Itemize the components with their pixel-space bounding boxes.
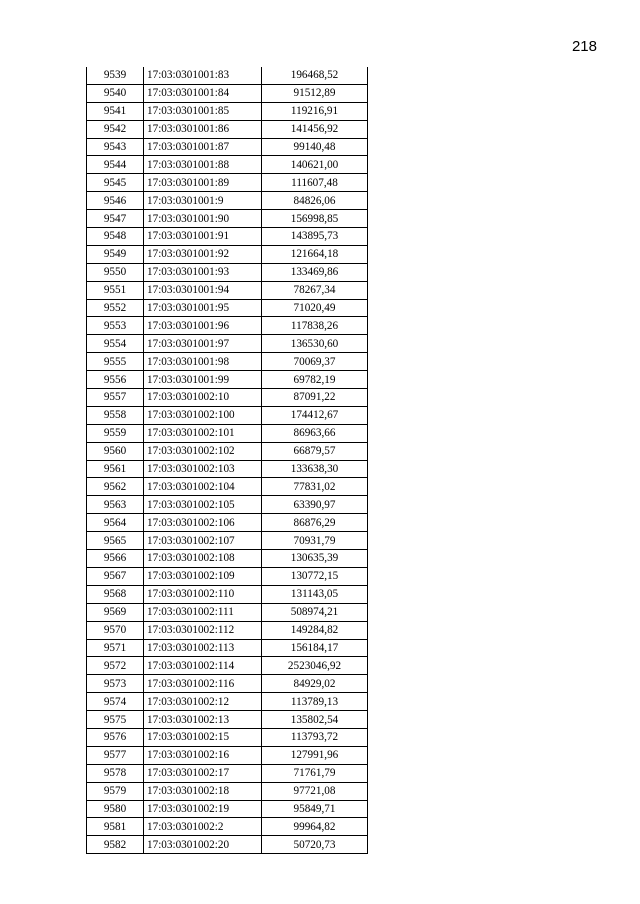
row-number-cell: 9553 [87, 317, 144, 335]
table-row [87, 746, 368, 764]
cadastral-value-cell: 69782,19 [262, 371, 368, 389]
cadastral-value-cell: 141456,92 [262, 120, 368, 138]
row-number-cell: 9546 [87, 192, 144, 210]
cadastral-number-cell: 17:03:0301002:112 [144, 621, 262, 639]
table-row [87, 567, 368, 585]
row-number-cell: 9575 [87, 711, 144, 729]
cadastral-number-cell: 17:03:0301001:89 [144, 174, 262, 192]
cadastral-number-cell: 17:03:0301002:18 [144, 782, 262, 800]
cadastral-number-cell: 17:03:0301001:85 [144, 102, 262, 120]
table-row [87, 782, 368, 800]
table-row [87, 317, 368, 335]
cadastral-value-cell: 121664,18 [262, 245, 368, 263]
cadastral-value-cell: 87091,22 [262, 389, 368, 407]
cadastral-number-cell: 17:03:0301001:90 [144, 210, 262, 228]
table-row [87, 263, 368, 281]
table-row [87, 67, 368, 84]
cadastral-number-cell: 17:03:0301002:107 [144, 532, 262, 550]
cadastral-number-cell: 17:03:0301002:111 [144, 603, 262, 621]
row-number-cell: 9576 [87, 728, 144, 746]
row-number-cell: 9559 [87, 424, 144, 442]
table-row [87, 603, 368, 621]
cadastral-number-cell: 17:03:0301001:88 [144, 156, 262, 174]
table-row [87, 532, 368, 550]
table-row [87, 335, 368, 353]
table-row [87, 818, 368, 836]
table-row [87, 371, 368, 389]
cadastral-number-cell: 17:03:0301002:16 [144, 746, 262, 764]
cadastral-number-cell: 17:03:0301002:2 [144, 818, 262, 836]
cadastral-value-cell: 143895,73 [262, 228, 368, 246]
table-row [87, 657, 368, 675]
cadastral-value-cell: 70069,37 [262, 353, 368, 371]
cadastral-value-cell: 70931,79 [262, 532, 368, 550]
cadastral-value-cell: 66879,57 [262, 442, 368, 460]
table-row [87, 84, 368, 102]
cadastral-value-cell: 127991,96 [262, 746, 368, 764]
cadastral-value-cell: 136530,60 [262, 335, 368, 353]
cadastral-value-cell: 97721,08 [262, 782, 368, 800]
row-number-cell: 9549 [87, 245, 144, 263]
row-number-cell: 9552 [87, 299, 144, 317]
row-number-cell: 9560 [87, 442, 144, 460]
cadastral-number-cell: 17:03:0301002:100 [144, 406, 262, 424]
table-row [87, 514, 368, 532]
row-number-cell: 9571 [87, 639, 144, 657]
table-row [87, 210, 368, 228]
row-number-cell: 9555 [87, 353, 144, 371]
cadastral-number-cell: 17:03:0301001:91 [144, 228, 262, 246]
table-body [87, 67, 368, 854]
row-number-cell: 9566 [87, 550, 144, 568]
row-number-cell: 9579 [87, 782, 144, 800]
cadastral-number-cell: 17:03:0301002:113 [144, 639, 262, 657]
row-number-cell: 9561 [87, 460, 144, 478]
cadastral-number-cell: 17:03:0301001:97 [144, 335, 262, 353]
table-row [87, 639, 368, 657]
row-number-cell: 9577 [87, 746, 144, 764]
row-number-cell: 9568 [87, 585, 144, 603]
row-number-cell: 9540 [87, 84, 144, 102]
cadastral-number-cell: 17:03:0301002:116 [144, 675, 262, 693]
cadastral-value-cell: 99964,82 [262, 818, 368, 836]
cadastral-number-cell: 17:03:0301001:92 [144, 245, 262, 263]
cadastral-value-cell: 78267,34 [262, 281, 368, 299]
cadastral-value-cell: 133469,86 [262, 263, 368, 281]
row-number-cell: 9573 [87, 675, 144, 693]
table-row [87, 675, 368, 693]
row-number-cell: 9564 [87, 514, 144, 532]
cadastral-value-cell: 174412,67 [262, 406, 368, 424]
cadastral-number-cell: 17:03:0301002:17 [144, 764, 262, 782]
cadastral-number-cell: 17:03:0301001:98 [144, 353, 262, 371]
cadastral-value-cell: 117838,26 [262, 317, 368, 335]
cadastral-value-cell: 156998,85 [262, 210, 368, 228]
cadastral-number-cell: 17:03:0301002:106 [144, 514, 262, 532]
table-row [87, 496, 368, 514]
cadastral-value-cell: 130635,39 [262, 550, 368, 568]
cadastral-value-cell: 91512,89 [262, 84, 368, 102]
row-number-cell: 9544 [87, 156, 144, 174]
row-number-cell: 9569 [87, 603, 144, 621]
cadastral-value-cell: 84929,02 [262, 675, 368, 693]
table-row [87, 836, 368, 854]
row-number-cell: 9572 [87, 657, 144, 675]
table-row [87, 711, 368, 729]
table-row [87, 228, 368, 246]
row-number-cell: 9582 [87, 836, 144, 854]
table-row [87, 478, 368, 496]
cadastral-number-cell: 17:03:0301002:102 [144, 442, 262, 460]
cadastral-value-cell: 135802,54 [262, 711, 368, 729]
cadastral-number-cell: 17:03:0301001:86 [144, 120, 262, 138]
table-row [87, 585, 368, 603]
cadastral-number-cell: 17:03:0301002:19 [144, 800, 262, 818]
cadastral-number-cell: 17:03:0301002:110 [144, 585, 262, 603]
cadastral-number-cell: 17:03:0301002:104 [144, 478, 262, 496]
cadastral-number-cell: 17:03:0301001:87 [144, 138, 262, 156]
table-row [87, 389, 368, 407]
row-number-cell: 9557 [87, 389, 144, 407]
cadastral-value-cell: 50720,73 [262, 836, 368, 854]
cadastral-number-cell: 17:03:0301001:94 [144, 281, 262, 299]
cadastral-value-table [86, 67, 368, 854]
row-number-cell: 9554 [87, 335, 144, 353]
cadastral-value-cell: 111607,48 [262, 174, 368, 192]
table-row [87, 800, 368, 818]
cadastral-value-cell: 140621,00 [262, 156, 368, 174]
table-row [87, 192, 368, 210]
cadastral-value-cell: 84826,06 [262, 192, 368, 210]
cadastral-value-cell: 63390,97 [262, 496, 368, 514]
row-number-cell: 9545 [87, 174, 144, 192]
row-number-cell: 9570 [87, 621, 144, 639]
cadastral-number-cell: 17:03:0301002:20 [144, 836, 262, 854]
row-number-cell: 9548 [87, 228, 144, 246]
row-number-cell: 9580 [87, 800, 144, 818]
cadastral-value-cell: 95849,71 [262, 800, 368, 818]
cadastral-number-cell: 17:03:0301001:95 [144, 299, 262, 317]
row-number-cell: 9581 [87, 818, 144, 836]
cadastral-number-cell: 17:03:0301002:13 [144, 711, 262, 729]
table-row [87, 693, 368, 711]
row-number-cell: 9542 [87, 120, 144, 138]
cadastral-value-cell: 86963,66 [262, 424, 368, 442]
page-number: 218 [571, 38, 597, 55]
table-row [87, 728, 368, 746]
table-row [87, 621, 368, 639]
table-row [87, 460, 368, 478]
cadastral-number-cell: 17:03:0301001:93 [144, 263, 262, 281]
cadastral-value-cell: 113789,13 [262, 693, 368, 711]
table-row [87, 120, 368, 138]
table-row [87, 550, 368, 568]
row-number-cell: 9567 [87, 567, 144, 585]
cadastral-number-cell: 17:03:0301001:96 [144, 317, 262, 335]
row-number-cell: 9562 [87, 478, 144, 496]
cadastral-value-cell: 131143,05 [262, 585, 368, 603]
table-row [87, 442, 368, 460]
row-number-cell: 9556 [87, 371, 144, 389]
row-number-cell: 9565 [87, 532, 144, 550]
row-number-cell: 9550 [87, 263, 144, 281]
cadastral-number-cell: 17:03:0301002:105 [144, 496, 262, 514]
cadastral-value-cell: 508974,21 [262, 603, 368, 621]
cadastral-number-cell: 17:03:0301001:9 [144, 192, 262, 210]
cadastral-value-cell: 71761,79 [262, 764, 368, 782]
cadastral-number-cell: 17:03:0301001:99 [144, 371, 262, 389]
row-number-cell: 9541 [87, 102, 144, 120]
cadastral-value-cell: 77831,02 [262, 478, 368, 496]
cadastral-value-cell: 71020,49 [262, 299, 368, 317]
cadastral-value-cell: 2523046,92 [262, 657, 368, 675]
table-row [87, 156, 368, 174]
row-number-cell: 9563 [87, 496, 144, 514]
cadastral-value-cell: 99140,48 [262, 138, 368, 156]
cadastral-number-cell: 17:03:0301002:101 [144, 424, 262, 442]
cadastral-number-cell: 17:03:0301002:114 [144, 657, 262, 675]
row-number-cell: 9551 [87, 281, 144, 299]
table-row [87, 424, 368, 442]
row-number-cell: 9543 [87, 138, 144, 156]
cadastral-value-cell: 149284,82 [262, 621, 368, 639]
cadastral-value-cell: 133638,30 [262, 460, 368, 478]
table-row [87, 102, 368, 120]
cadastral-value-cell: 156184,17 [262, 639, 368, 657]
table-row [87, 245, 368, 263]
cadastral-value-cell: 113793,72 [262, 728, 368, 746]
cadastral-value-cell: 130772,15 [262, 567, 368, 585]
row-number-cell: 9547 [87, 210, 144, 228]
cadastral-number-cell: 17:03:0301002:103 [144, 460, 262, 478]
cadastral-value-cell: 86876,29 [262, 514, 368, 532]
cadastral-number-cell: 17:03:0301002:109 [144, 567, 262, 585]
cadastral-number-cell: 17:03:0301002:12 [144, 693, 262, 711]
row-number-cell: 9539 [87, 67, 144, 84]
cadastral-value-cell: 119216,91 [262, 102, 368, 120]
table-row [87, 406, 368, 424]
table-row [87, 764, 368, 782]
cadastral-number-cell: 17:03:0301002:10 [144, 389, 262, 407]
cadastral-number-cell: 17:03:0301001:84 [144, 84, 262, 102]
cadastral-number-cell: 17:03:0301002:15 [144, 728, 262, 746]
cadastral-value-cell: 196468,52 [262, 67, 368, 84]
table-row [87, 174, 368, 192]
cadastral-number-cell: 17:03:0301001:83 [144, 67, 262, 84]
table-row [87, 299, 368, 317]
row-number-cell: 9574 [87, 693, 144, 711]
table-row [87, 281, 368, 299]
table-row [87, 353, 368, 371]
row-number-cell: 9558 [87, 406, 144, 424]
table-row [87, 138, 368, 156]
cadastral-number-cell: 17:03:0301002:108 [144, 550, 262, 568]
row-number-cell: 9578 [87, 764, 144, 782]
